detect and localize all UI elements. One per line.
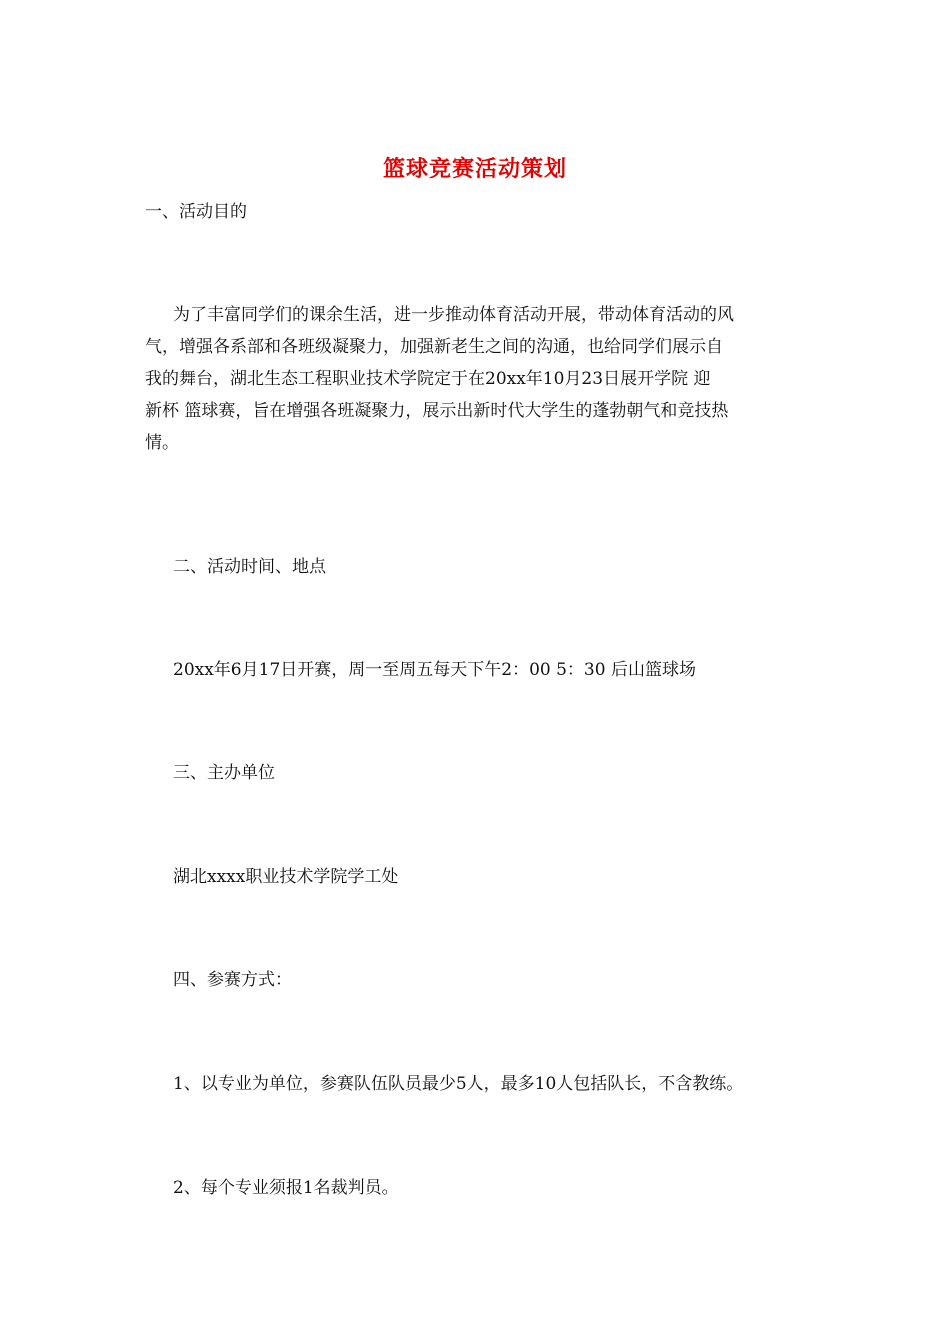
- organizer-text: 湖北xxxx职业技术学院学工处: [173, 867, 399, 887]
- participation-item-1: 1、以专业为单位，参赛队伍队员最少5人，最多10人包括队长，不含教练。: [173, 1074, 744, 1094]
- document-title: 篮球竞赛活动策划: [382, 156, 567, 182]
- paragraph-line: 气，增强各系部和各班级凝聚力，加强新老生之间的沟通，也给同学们展示自: [145, 337, 723, 357]
- paragraph-line: 我的舞台，湖北生态工程职业技术学院定于在20xx年10月23日展开学院 迎: [145, 369, 711, 389]
- section-heading-participation: 四、参赛方式：: [173, 970, 292, 990]
- participation-item-2: 2、每个专业须报1名裁判员。: [173, 1178, 399, 1198]
- section-heading-organizer: 三、主办单位: [173, 763, 275, 783]
- purpose-paragraph: [145, 299, 817, 459]
- paragraph-line: 为了丰富同学们的课余生活，进一步推动体育活动开展，带动体育活动的风: [173, 305, 734, 325]
- paragraph-line: 情。: [145, 433, 179, 453]
- section-heading-purpose: 一、活动目的: [145, 202, 247, 222]
- section-heading-time-place: 二、活动时间、地点: [173, 557, 326, 577]
- paragraph-line: 新杯 篮球赛，旨在增强各班凝聚力，展示出新时代大学生的蓬勃朝气和竞技热: [145, 401, 729, 421]
- time-place-text: 20xx年6月17日开赛，周一至周五每天下午2：00 5：30 后山篮球场: [173, 660, 696, 680]
